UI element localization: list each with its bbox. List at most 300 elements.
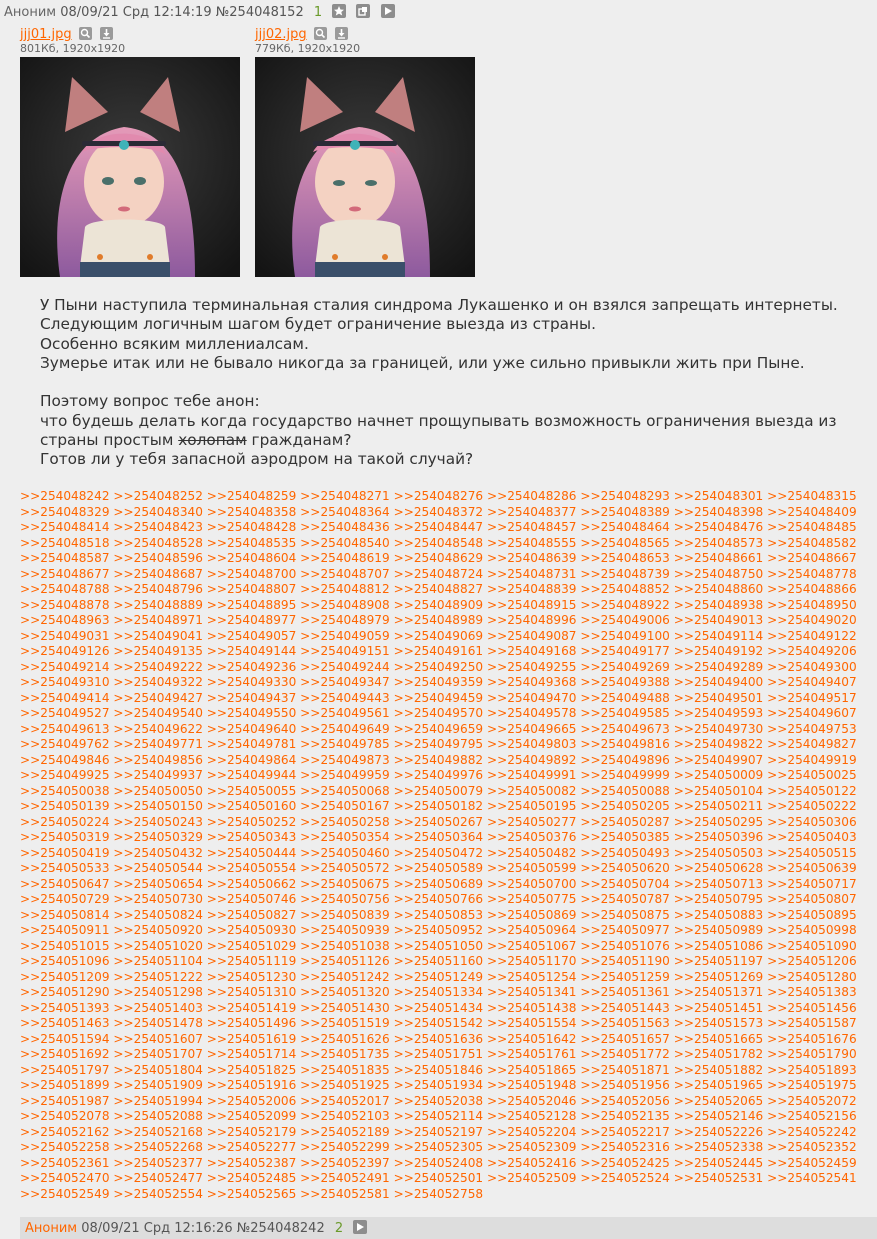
reply-link[interactable]: >>254048724 [393, 566, 484, 581]
reply-link[interactable]: >>254052485 [206, 1171, 297, 1185]
reply-link[interactable]: >>254051403 [113, 1000, 203, 1015]
reply-link[interactable]: >>254052146 [673, 1109, 764, 1123]
reply-link[interactable]: >>254050824 [113, 907, 203, 922]
reply-link[interactable]: >>254048423 [113, 520, 203, 534]
reply-link[interactable]: >>254052477 [113, 1171, 203, 1185]
reply-link[interactable]: >>254048908 [300, 597, 390, 612]
reply-link[interactable]: >>254048950 [767, 597, 857, 612]
reply-link[interactable]: >>254050319 [20, 830, 110, 844]
reply-link[interactable]: >>254049135 [113, 644, 203, 658]
reply-link[interactable]: >>254051209 [20, 969, 110, 984]
reply-link[interactable]: >>254049561 [300, 706, 390, 720]
reply-link[interactable]: >>254051096 [20, 954, 110, 968]
reply-link[interactable]: >>254052361 [20, 1155, 110, 1170]
reply-link[interactable]: >>254051015 [20, 938, 110, 953]
reply-link[interactable]: >>254050807 [767, 892, 857, 906]
reply-link[interactable]: >>254048839 [486, 582, 577, 596]
reply-link[interactable]: >>254051341 [486, 985, 577, 999]
reply-link[interactable]: >>254048895 [206, 597, 297, 612]
reply-link[interactable]: >>254050252 [206, 814, 297, 829]
reply-link[interactable]: >>254052046 [486, 1093, 577, 1108]
reply-link[interactable]: >>254048414 [20, 520, 110, 534]
reply-link[interactable]: >>254050295 [673, 814, 764, 829]
reply-link[interactable]: >>254050998 [767, 923, 857, 937]
reply-link[interactable]: >>254051797 [20, 1062, 110, 1077]
reply-link[interactable]: >>254050717 [767, 876, 857, 891]
reply-link[interactable]: >>254052179 [206, 1124, 297, 1139]
reply-link[interactable]: >>254050364 [393, 830, 484, 844]
reply-link[interactable]: >>254052017 [300, 1093, 390, 1108]
reply-link[interactable]: >>254049501 [673, 690, 764, 705]
reply-link[interactable]: >>254051393 [20, 1000, 110, 1015]
reply-link[interactable]: >>254050150 [113, 799, 203, 813]
reply-link[interactable]: >>254049640 [206, 721, 297, 736]
reply-link[interactable]: >>254050329 [113, 830, 203, 844]
reply-link[interactable]: >>254049659 [393, 721, 484, 736]
thumbnail-image-1[interactable] [20, 57, 240, 277]
reply-link[interactable]: >>254049781 [206, 737, 297, 751]
reply-link[interactable]: >>254051067 [486, 938, 577, 953]
reply-link[interactable]: >>254049976 [393, 768, 484, 782]
reply-link[interactable]: >>254050964 [486, 923, 577, 937]
reply-link[interactable]: >>254051554 [486, 1016, 577, 1030]
reply-link[interactable]: >>254051242 [300, 969, 390, 984]
reply-link[interactable]: >>254050419 [20, 845, 110, 860]
reply-link[interactable]: >>254050795 [673, 892, 764, 906]
reply-link[interactable]: >>254052072 [767, 1093, 857, 1108]
reply-link[interactable]: >>254048252 [113, 489, 203, 503]
reply-link[interactable]: >>254049613 [20, 721, 110, 736]
reply-link[interactable]: >>254048922 [580, 597, 670, 612]
reply-link[interactable]: >>254048731 [486, 566, 577, 581]
poster-name[interactable]: Аноним [25, 1221, 78, 1236]
reply-link[interactable]: >>254051086 [673, 938, 764, 953]
reply-link[interactable]: >>254049214 [20, 659, 110, 674]
reply-link[interactable]: >>254048989 [393, 613, 484, 627]
reply-link[interactable]: >>254048286 [486, 489, 577, 503]
reply-link[interactable]: >>254052316 [580, 1140, 670, 1154]
reply-link[interactable]: >>254049300 [767, 659, 857, 674]
reply-link[interactable]: >>254052309 [486, 1140, 577, 1154]
reply-link[interactable]: >>254049427 [113, 690, 203, 705]
reply-link[interactable]: >>254049122 [767, 628, 857, 643]
reply-link[interactable]: >>254048860 [673, 582, 764, 596]
reply-link[interactable]: >>254051290 [20, 985, 110, 999]
reply-link[interactable]: >>254048796 [113, 582, 203, 596]
reply-link[interactable]: >>254050160 [206, 799, 297, 813]
reply-link[interactable]: >>254050930 [206, 923, 297, 937]
reply-link[interactable]: >>254050814 [20, 907, 110, 922]
reply-link[interactable]: >>254051846 [393, 1062, 484, 1077]
reply-link[interactable]: >>254048619 [300, 551, 390, 565]
reply-link[interactable]: >>254049151 [300, 644, 390, 658]
reply-link[interactable]: >>254048293 [580, 489, 670, 503]
reply-link[interactable]: >>254048485 [767, 520, 857, 534]
reply-link[interactable]: >>254050055 [206, 783, 297, 798]
reply-link[interactable]: >>254048700 [206, 566, 297, 581]
reply-link[interactable]: >>254051587 [767, 1016, 857, 1030]
reply-link[interactable]: >>254050503 [673, 845, 764, 860]
reply-link[interactable]: >>254050482 [486, 845, 577, 860]
reply-link[interactable]: >>254051298 [113, 985, 203, 999]
reply-link[interactable]: >>254051438 [486, 1000, 577, 1015]
reply-link[interactable]: >>254050704 [580, 876, 670, 891]
reply-link[interactable]: >>254049665 [486, 721, 577, 736]
reply-link[interactable]: >>254048677 [20, 566, 110, 581]
reply-link[interactable]: >>254050472 [393, 845, 484, 860]
reply-link[interactable]: >>254049347 [300, 675, 390, 689]
reply-link[interactable]: >>254048977 [206, 613, 297, 627]
reply-link[interactable]: >>254049020 [767, 613, 857, 627]
reply-link[interactable]: >>254050258 [300, 814, 390, 829]
reply-link[interactable]: >>254051751 [393, 1047, 484, 1061]
reply-link[interactable]: >>254052078 [20, 1109, 110, 1123]
reply-link[interactable]: >>254049407 [767, 675, 857, 689]
reply-link[interactable]: >>254048629 [393, 551, 484, 565]
reply-link[interactable]: >>254048739 [580, 566, 670, 581]
reply-link[interactable]: >>254048565 [580, 535, 670, 550]
reply-link[interactable]: >>254052204 [486, 1124, 577, 1139]
reply-link[interactable]: >>254052352 [767, 1140, 857, 1154]
reply-link[interactable]: >>254051573 [673, 1016, 764, 1030]
reply-link[interactable]: >>254051642 [486, 1031, 577, 1046]
reply-link[interactable]: >>254048340 [113, 504, 203, 519]
reply-link[interactable]: >>254052277 [206, 1140, 297, 1154]
reply-link[interactable]: >>254049244 [300, 659, 390, 674]
reply-link[interactable]: >>254049087 [486, 628, 577, 643]
reply-link[interactable]: >>254050700 [486, 876, 577, 891]
reply-link[interactable]: >>254049730 [673, 721, 764, 736]
reply-link[interactable]: >>254050713 [673, 876, 764, 891]
reply-link[interactable]: >>254051383 [767, 985, 857, 999]
reply-link[interactable]: >>254051361 [580, 985, 670, 999]
reply-link[interactable]: >>254052459 [767, 1155, 857, 1170]
reply-link[interactable]: >>254049578 [486, 706, 577, 720]
reply-link[interactable]: >>254050082 [486, 783, 577, 798]
reply-link[interactable]: >>254048389 [580, 504, 670, 519]
reply-link[interactable]: >>254051496 [206, 1016, 297, 1030]
reply-link[interactable]: >>254049013 [673, 613, 764, 627]
reply-link[interactable]: >>254050104 [673, 783, 764, 798]
reply-link[interactable]: >>254051790 [767, 1047, 857, 1061]
reply-link[interactable]: >>254048852 [580, 582, 670, 596]
reply-link[interactable]: >>254050895 [767, 907, 857, 922]
post-number[interactable]: №254048242 [236, 1221, 325, 1236]
reply-link[interactable]: >>254051020 [113, 938, 203, 953]
reply-link[interactable]: >>254051607 [113, 1031, 203, 1046]
reply-link[interactable]: >>254050911 [20, 923, 110, 937]
reply-link[interactable]: >>254052217 [580, 1124, 670, 1139]
reply-link[interactable]: >>254048915 [486, 597, 577, 612]
reply-link[interactable]: >>254052549 [20, 1186, 110, 1201]
reply-link[interactable]: >>254052541 [767, 1171, 857, 1185]
reply-link[interactable]: >>254052099 [206, 1109, 297, 1123]
reply-link[interactable]: >>254052758 [393, 1186, 484, 1201]
reply-link[interactable]: >>254049031 [20, 628, 110, 643]
reply-link[interactable]: >>254050195 [486, 799, 577, 813]
reply-link[interactable]: >>254052425 [580, 1155, 670, 1170]
reply-link[interactable]: >>254050939 [300, 923, 390, 937]
reply-link[interactable]: >>254050639 [767, 861, 857, 875]
reply-link[interactable]: >>254048548 [393, 535, 484, 550]
reply-link[interactable]: >>254050287 [580, 814, 670, 829]
reply-link[interactable]: >>254050675 [300, 876, 390, 891]
reply-link[interactable]: >>254050354 [300, 830, 390, 844]
reply-link[interactable]: >>254050068 [300, 783, 390, 798]
reply-link[interactable]: >>254048582 [767, 535, 857, 550]
reply-link[interactable]: >>254050460 [300, 845, 390, 860]
reply-link[interactable]: >>254051594 [20, 1031, 110, 1046]
reply-link[interactable]: >>254051899 [20, 1078, 110, 1092]
reply-link[interactable]: >>254049925 [20, 768, 110, 782]
reply-link[interactable]: >>254050620 [580, 861, 670, 875]
reply-link[interactable]: >>254048807 [206, 582, 297, 596]
reply-link[interactable]: >>254051222 [113, 969, 203, 984]
reply-link[interactable]: >>254052197 [393, 1124, 484, 1139]
reply-link[interactable]: >>254050589 [393, 861, 484, 875]
reply-link[interactable]: >>254049944 [206, 768, 297, 782]
reply-link[interactable]: >>254052445 [673, 1155, 764, 1170]
download-icon[interactable] [100, 27, 113, 40]
reply-link[interactable]: >>254050079 [393, 783, 484, 798]
reply-link[interactable]: >>254048707 [300, 566, 390, 581]
reply-link[interactable]: >>254050554 [206, 861, 297, 875]
reply-link[interactable]: >>254052470 [20, 1171, 110, 1185]
reply-link[interactable]: >>254050224 [20, 814, 110, 829]
reply-link[interactable]: >>254052397 [300, 1155, 390, 1170]
reply-link[interactable]: >>254050182 [393, 799, 484, 813]
reply-link[interactable]: >>254051038 [300, 938, 390, 953]
reply-link[interactable]: >>254048372 [393, 504, 484, 519]
file-2-name[interactable]: jjj02.jpg [255, 27, 307, 42]
reply-link[interactable]: >>254048259 [206, 489, 297, 503]
reply-link[interactable]: >>254050746 [206, 892, 297, 906]
reply-link[interactable]: >>254051916 [206, 1078, 297, 1092]
reply-link[interactable]: >>254049168 [486, 644, 577, 658]
reply-link[interactable]: >>254049856 [113, 752, 203, 767]
reply-link[interactable]: >>254048535 [206, 535, 297, 550]
reply-link[interactable]: >>254051310 [206, 985, 297, 999]
reply-link[interactable]: >>254052305 [393, 1140, 484, 1154]
reply-link[interactable]: >>254051434 [393, 1000, 484, 1015]
reply-link[interactable]: >>254051160 [393, 954, 484, 968]
reply-link[interactable]: >>254049816 [580, 737, 670, 751]
reply-link[interactable]: >>254048364 [300, 504, 390, 519]
reply-link[interactable]: >>254051975 [767, 1078, 857, 1092]
reply-link[interactable]: >>254051269 [673, 969, 764, 984]
reply-link[interactable]: >>254048639 [486, 551, 577, 565]
reply-link[interactable]: >>254052268 [113, 1140, 203, 1154]
reply-link[interactable]: >>254049570 [393, 706, 484, 720]
reply-link[interactable]: >>254048687 [113, 566, 203, 581]
reply-link[interactable]: >>254050952 [393, 923, 484, 937]
reply-link[interactable]: >>254048604 [206, 551, 297, 565]
reply-link[interactable]: >>254049236 [206, 659, 297, 674]
reply-link[interactable]: >>254052338 [673, 1140, 764, 1154]
reply-link[interactable]: >>254052065 [673, 1093, 764, 1108]
reply-link[interactable]: >>254049882 [393, 752, 484, 767]
search-icon[interactable] [79, 27, 92, 40]
reply-link[interactable]: >>254052162 [20, 1124, 110, 1139]
reply-link[interactable]: >>254050775 [486, 892, 577, 906]
reply-link[interactable]: >>254050875 [580, 907, 670, 922]
reply-link[interactable]: >>254050205 [580, 799, 670, 813]
reply-link[interactable]: >>254050515 [767, 845, 857, 860]
reply-link[interactable]: >>254051090 [767, 938, 857, 953]
reply-link[interactable]: >>254052524 [580, 1171, 670, 1185]
reply-link[interactable]: >>254050403 [767, 830, 857, 844]
play-icon[interactable] [353, 1220, 367, 1234]
reply-link[interactable]: >>254052408 [393, 1155, 484, 1170]
reply-link[interactable]: >>254051619 [206, 1031, 297, 1046]
reply-link[interactable]: >>254051451 [673, 1000, 764, 1015]
reply-link[interactable]: >>254050267 [393, 814, 484, 829]
reply-link[interactable]: >>254049999 [580, 768, 670, 782]
reply-link[interactable]: >>254051320 [300, 985, 390, 999]
reply-link[interactable]: >>254052056 [580, 1093, 670, 1108]
reply-link[interactable]: >>254051636 [393, 1031, 484, 1046]
reply-link[interactable]: >>254050662 [206, 876, 297, 891]
reply-link[interactable]: >>254052189 [300, 1124, 390, 1139]
reply-link[interactable]: >>254052168 [113, 1124, 203, 1139]
reply-link[interactable]: >>254051190 [580, 954, 670, 968]
reply-link[interactable]: >>254051761 [486, 1047, 577, 1061]
reply-link[interactable]: >>254049896 [580, 752, 670, 767]
reply-link[interactable]: >>254051119 [206, 954, 297, 968]
reply-link[interactable]: >>254050009 [673, 768, 764, 782]
reply-link[interactable]: >>254050167 [300, 799, 390, 813]
reply-link[interactable]: >>254052565 [206, 1186, 297, 1201]
reply-link[interactable]: >>254049488 [580, 690, 670, 705]
reply-link[interactable]: >>254050243 [113, 814, 203, 829]
reply-link[interactable]: >>254052156 [767, 1109, 857, 1123]
reply-link[interactable]: >>254049785 [300, 737, 390, 751]
reply-link[interactable]: >>254051419 [206, 1000, 297, 1015]
reply-link[interactable]: >>254048329 [20, 504, 110, 519]
reply-link[interactable]: >>254050493 [580, 845, 670, 860]
reply-link[interactable]: >>254050122 [767, 783, 857, 798]
reply-link[interactable]: >>254049527 [20, 706, 110, 720]
play-icon[interactable] [381, 4, 395, 18]
reply-link[interactable]: >>254048301 [673, 489, 764, 503]
reply-link[interactable]: >>254051882 [673, 1062, 764, 1077]
reply-link[interactable]: >>254049144 [206, 644, 297, 658]
reply-link[interactable]: >>254048476 [673, 520, 764, 534]
reply-link[interactable]: >>254048661 [673, 551, 764, 565]
reply-link[interactable]: >>254048878 [20, 597, 110, 612]
reply-link[interactable]: >>254050376 [486, 830, 577, 844]
reply-link[interactable]: >>254048667 [767, 551, 857, 565]
reply-link[interactable]: >>254052038 [393, 1093, 484, 1108]
reply-link[interactable]: >>254051443 [580, 1000, 670, 1015]
reply-link[interactable]: >>254050343 [206, 830, 297, 844]
reply-link[interactable]: >>254052416 [486, 1155, 577, 1170]
reply-link[interactable]: >>254049753 [767, 721, 857, 736]
reply-link[interactable]: >>254049470 [486, 690, 577, 705]
reply-link[interactable]: >>254048447 [393, 520, 484, 534]
reply-link[interactable]: >>254049414 [20, 690, 110, 705]
reply-link[interactable]: >>254049330 [206, 675, 297, 689]
reply-link[interactable]: >>254048866 [767, 582, 857, 596]
reply-link[interactable]: >>254050689 [393, 876, 484, 891]
reply-link[interactable]: >>254051280 [767, 969, 857, 984]
reply-link[interactable]: >>254049322 [113, 675, 203, 689]
reply-link[interactable]: >>254051707 [113, 1047, 203, 1061]
reply-link[interactable]: >>254048377 [486, 504, 577, 519]
reply-link[interactable]: >>254049368 [486, 675, 577, 689]
reply-link[interactable]: >>254050038 [20, 783, 110, 798]
reply-link[interactable]: >>254050385 [580, 830, 670, 844]
reply-link[interactable]: >>254050647 [20, 876, 110, 891]
reply-link[interactable]: >>254049206 [767, 644, 857, 658]
reply-link[interactable]: >>254049892 [486, 752, 577, 767]
reply-link[interactable]: >>254049771 [113, 737, 203, 751]
reply-link[interactable]: >>254048555 [486, 535, 577, 550]
reply-link[interactable]: >>254051254 [486, 969, 577, 984]
reply-link[interactable]: >>254049269 [580, 659, 670, 674]
reply-link[interactable]: >>254051657 [580, 1031, 670, 1046]
reply-link[interactable]: >>254049388 [580, 675, 670, 689]
reply-link[interactable]: >>254049443 [300, 690, 390, 705]
reply-link[interactable]: >>254049114 [673, 628, 764, 643]
star-icon[interactable] [332, 4, 346, 18]
reply-link[interactable]: >>254052242 [767, 1124, 857, 1139]
reply-link[interactable]: >>254051626 [300, 1031, 390, 1046]
reply-link[interactable]: >>254049161 [393, 644, 484, 658]
reply-link[interactable]: >>254049673 [580, 721, 670, 736]
reply-link[interactable]: >>254052377 [113, 1155, 203, 1170]
reply-link[interactable]: >>254048827 [393, 582, 484, 596]
reply-link[interactable]: >>254052226 [673, 1124, 764, 1139]
reply-link[interactable]: >>254052114 [393, 1109, 484, 1123]
reply-link[interactable]: >>254048963 [20, 613, 110, 627]
reply-link[interactable]: >>254051463 [20, 1016, 110, 1030]
reply-link[interactable]: >>254049192 [673, 644, 764, 658]
reply-link[interactable]: >>254052299 [300, 1140, 390, 1154]
reply-link[interactable]: >>254050766 [393, 892, 484, 906]
reply-link[interactable]: >>254050396 [673, 830, 764, 844]
reply-link[interactable]: >>254052581 [300, 1186, 390, 1201]
reply-link[interactable]: >>254048528 [113, 535, 203, 550]
reply-link[interactable]: >>254049795 [393, 737, 484, 751]
reply-link[interactable]: >>254051948 [486, 1078, 577, 1092]
search-icon[interactable] [314, 27, 327, 40]
reply-link[interactable]: >>254050920 [113, 923, 203, 937]
thumbnail-image-2[interactable] [255, 57, 475, 277]
reply-link[interactable]: >>254051542 [393, 1016, 484, 1030]
reply-link[interactable]: >>254049873 [300, 752, 390, 767]
reply-link[interactable]: >>254048464 [580, 520, 670, 534]
reply-link[interactable]: >>254051206 [767, 954, 857, 968]
reply-link[interactable]: >>254048971 [113, 613, 203, 627]
reply-link[interactable]: >>254051925 [300, 1078, 390, 1092]
reply-link[interactable]: >>254050050 [113, 783, 203, 798]
reply-link[interactable]: >>254049517 [767, 690, 857, 705]
reply-link[interactable]: >>254051871 [580, 1062, 670, 1077]
reply-link[interactable]: >>254051104 [113, 954, 203, 968]
reply-link[interactable]: >>254048573 [673, 535, 764, 550]
reply-link[interactable]: >>254048276 [393, 489, 484, 503]
reply-link[interactable]: >>254049622 [113, 721, 203, 736]
reply-link[interactable]: >>254051478 [113, 1016, 203, 1030]
reply-link[interactable]: >>254050139 [20, 799, 110, 813]
reply-link[interactable]: >>254048428 [206, 520, 297, 534]
reply-link[interactable]: >>254050853 [393, 907, 484, 922]
reply-link[interactable]: >>254050883 [673, 907, 764, 922]
reply-link[interactable]: >>254051371 [673, 985, 764, 999]
reply-link[interactable]: >>254049937 [113, 768, 203, 782]
reply-link[interactable]: >>254049846 [20, 752, 110, 767]
